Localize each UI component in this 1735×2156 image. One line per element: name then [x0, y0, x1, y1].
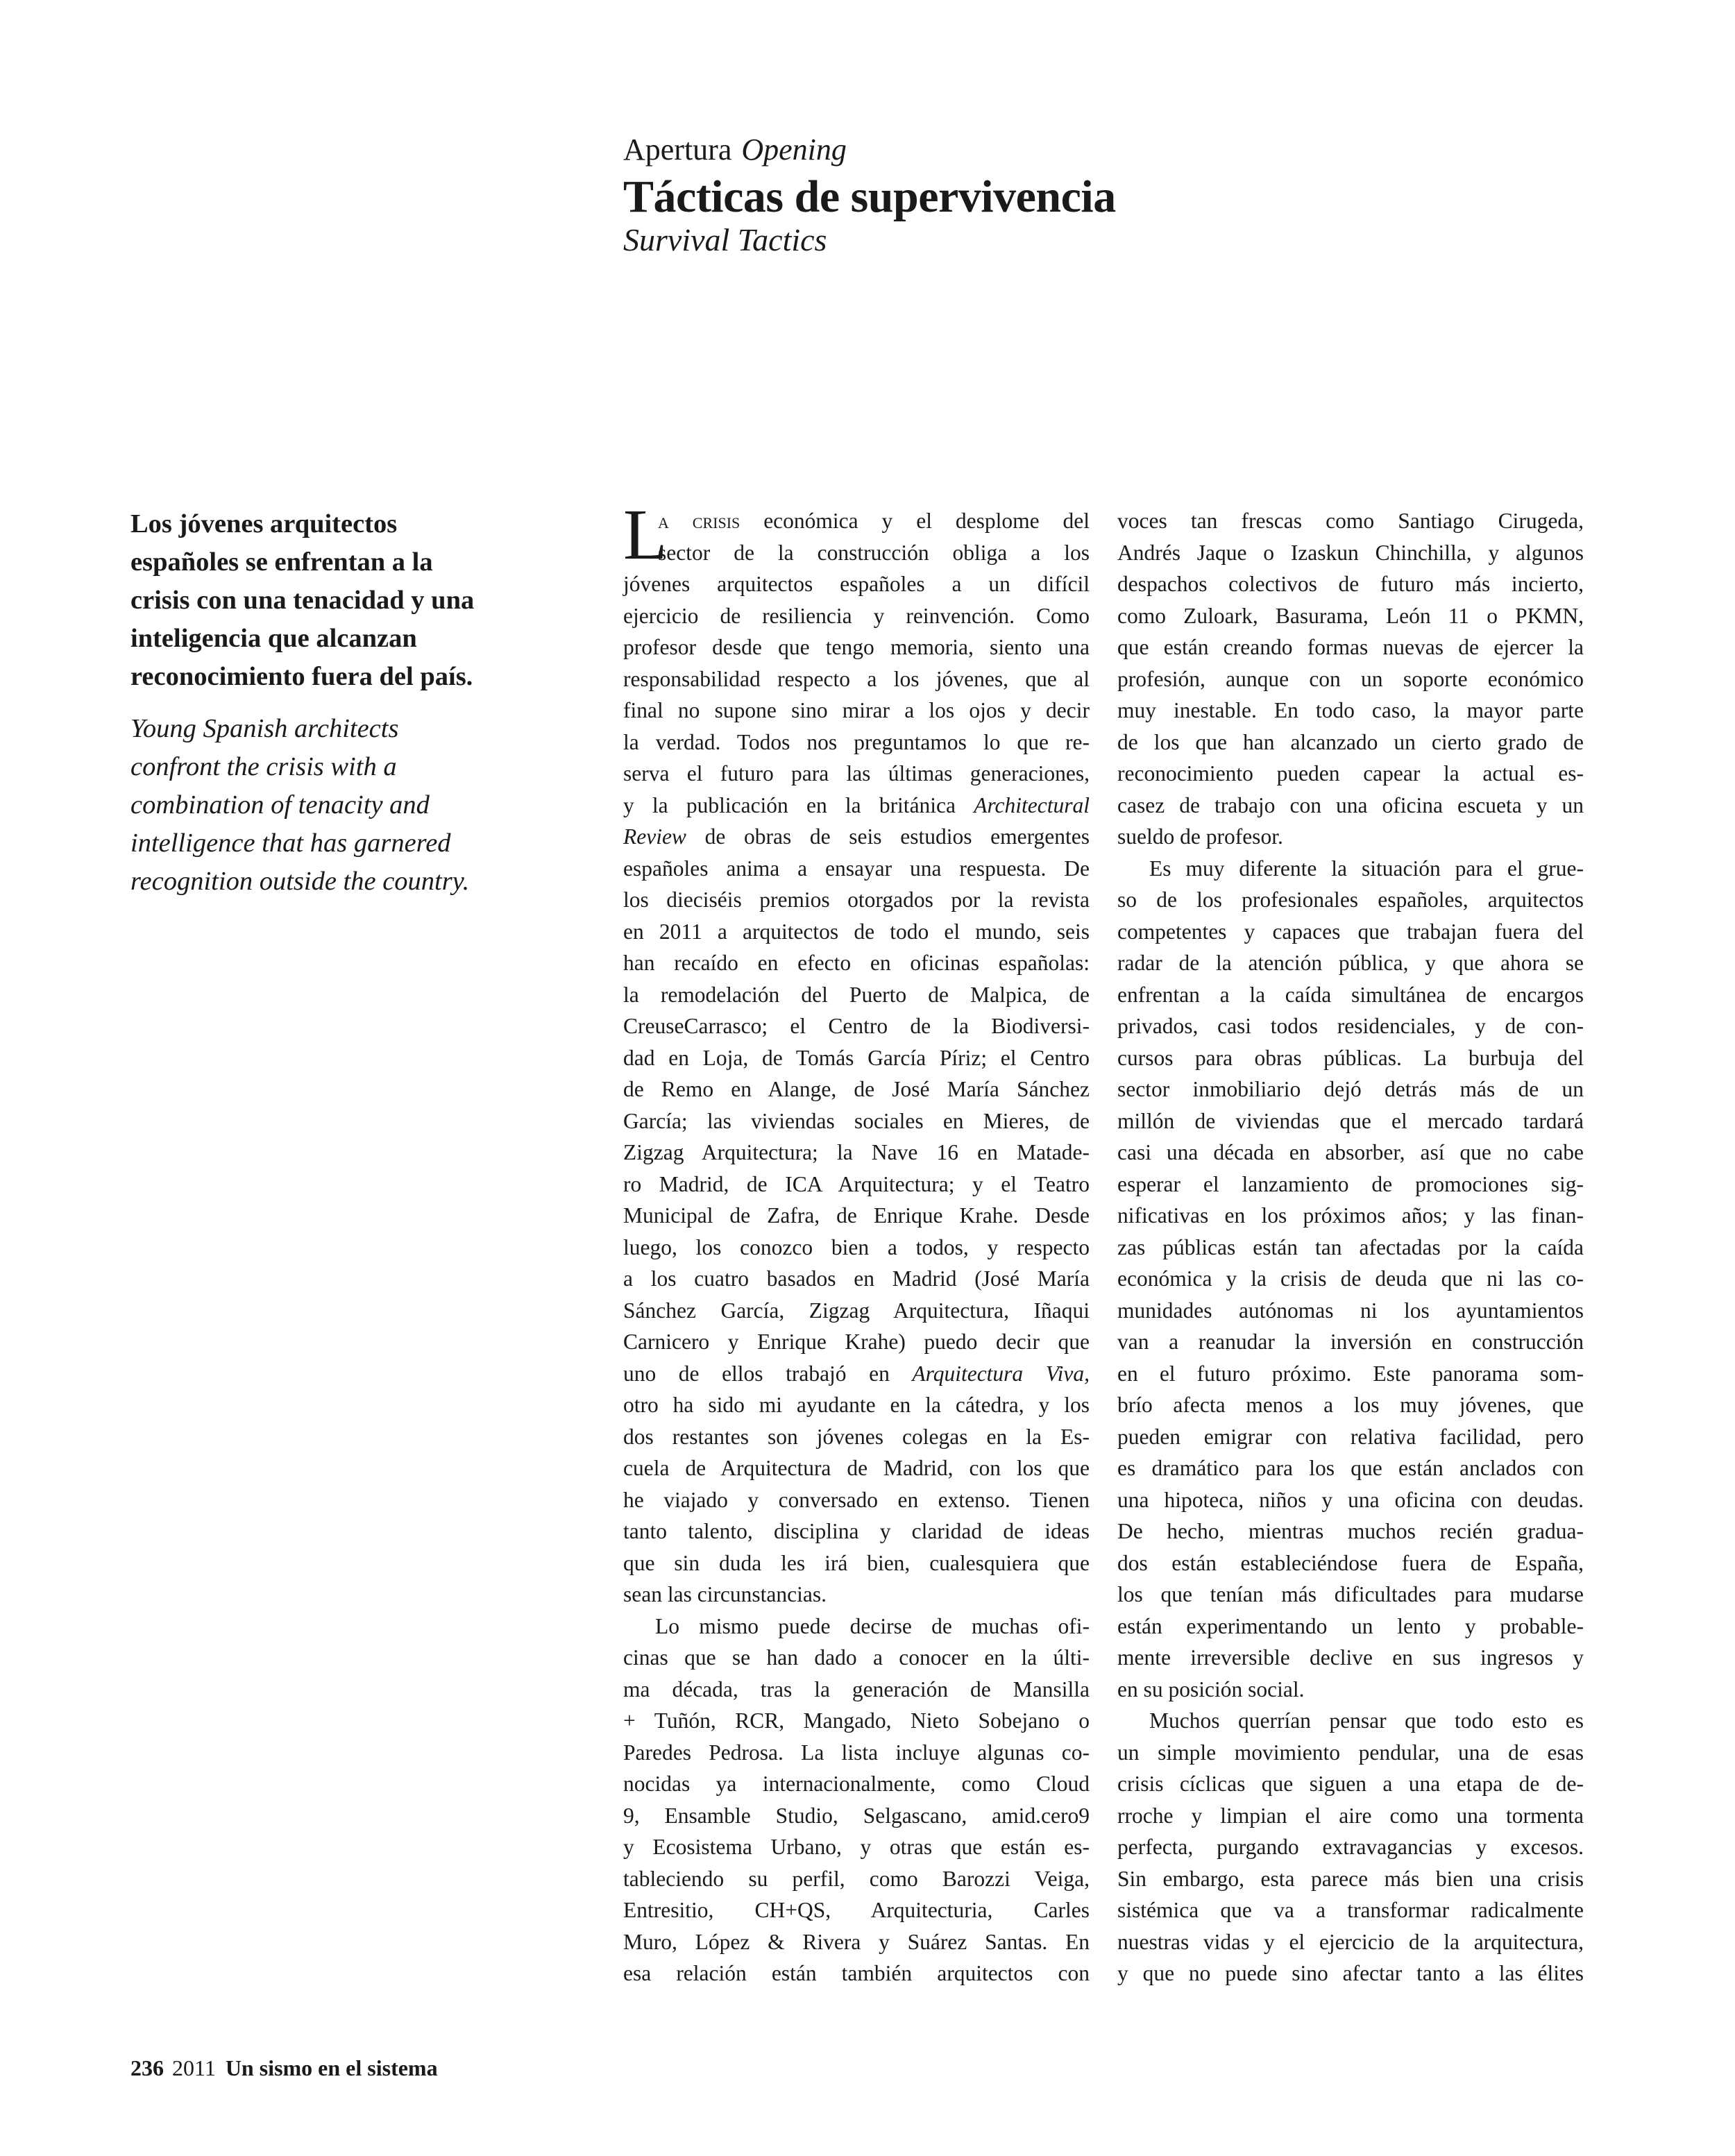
text-line: dad en Loja, de Tomás García Píriz; el Centro [623, 1045, 1090, 1070]
opening-paragraph [623, 495, 1090, 575]
text-line: profesión, aunque con un soporte económico [1117, 666, 1584, 691]
body-column-1 [623, 495, 1090, 1989]
article-header [623, 132, 1116, 258]
text-line: esa relación están también arquitectos con [623, 1961, 1090, 1985]
text-line: en 2011 a arquitectos de todo el mundo, seis [623, 919, 1090, 944]
text-line: Muro, López & Rivera y Suárez Santas. En [623, 1929, 1090, 1954]
text-line: tableciendo su perfil, como Barozzi Veiga, [623, 1866, 1090, 1891]
body-column-2 [1117, 505, 1584, 1989]
text-line: sector de la construcción obliga a los [658, 540, 1090, 565]
text-line: Carnicero y Enrique Krahe) puedo decir que [623, 1330, 1090, 1354]
text-line: competentes y capaces que trabajan fuera del [1117, 919, 1584, 944]
text-line: Sin embargo, esta parece más bien una crisis [1117, 1866, 1584, 1891]
text-line: jóvenes arquitectos españoles a un difícil [623, 572, 1090, 596]
text-line: + Tuñón, RCR, Mangado, Nieto Sobejano o [623, 1708, 1090, 1733]
text-line: en el futuro próximo. Este panorama som- [1117, 1361, 1584, 1386]
text-line: y Ecosistema Urbano, y otras que están es- [623, 1835, 1090, 1859]
text-line: rroche y limpian el aire como una tormenta [1117, 1803, 1584, 1828]
text-line: perfecta, purgando extravagancias y excesos. [1117, 1835, 1584, 1859]
text-line: Paredes Pedrosa. La lista incluye algunas co- [623, 1740, 1090, 1765]
text-line: cuela de Arquitectura de Madrid, con los que [623, 1456, 1090, 1480]
text-line: de los que han alcanzado un cierto grado de [1117, 729, 1584, 754]
text-line: luego, los conozco bien a todos, y respecto [623, 1234, 1090, 1259]
publication-title: Architectural [974, 792, 1090, 817]
text-line: Sánchez García, Zigzag Arquitectura, Iñaqui [623, 1298, 1090, 1323]
text-line: dos están estableciéndose fuera de España, [1117, 1550, 1584, 1575]
footer-section-title: Un sismo en el sistema [225, 2055, 438, 2080]
text-line: la remodelación del Puerto de Malpica, de [623, 982, 1090, 1007]
text-line: Es muy diferente la situación para el grue- [1149, 856, 1584, 881]
text-line: sean las circunstancias. [623, 1582, 827, 1606]
text-line: han recaído en efecto en oficinas españolas: [623, 951, 1090, 975]
page-footer [130, 2055, 438, 2081]
text-line: y que no puede sino afectar tanto a las élites [1117, 1961, 1584, 1985]
text-line: otro ha sido mi ayudante en la cátedra, y los [623, 1393, 1090, 1417]
text-line: ejercicio de resiliencia y reinvención. Como [623, 603, 1090, 628]
text-line: Municipal de Zafra, de Enrique Krahe. Desde [623, 1203, 1090, 1228]
publication-title: Review [623, 824, 686, 849]
text-line: De hecho, mientras muchos recién gradua- [1117, 1519, 1584, 1543]
text-line: so de los profesionales españoles, arquitectos [1117, 888, 1584, 912]
text-line: están experimentando un lento y probable- [1117, 1613, 1584, 1638]
text-line: Review de obras de seis estudios emergentes [623, 824, 1090, 849]
text-line: sueldo de profesor. [1117, 824, 1283, 849]
text-line: serva el futuro para las últimas generaciones, [623, 761, 1090, 786]
text-line: tanto talento, disciplina y claridad de ideas [623, 1519, 1090, 1543]
text-line: radar de la atención pública, y que ahora se [1117, 951, 1584, 975]
text-line: cursos para obras públicas. La burbuja del [1117, 1045, 1584, 1070]
text-line: un simple movimiento pendular, una de esas [1117, 1740, 1584, 1765]
text-line: despachos colectivos de futuro más incierto, [1117, 572, 1584, 596]
text-line: sistémica que va a transformar radicalmente [1117, 1898, 1584, 1922]
text-line: profesor desde que tengo memoria, siento una [623, 635, 1090, 659]
text-line: Andrés Jaque o Izaskun Chinchilla, y algunos [1117, 540, 1584, 565]
text-line: la verdad. Todos nos preguntamos lo que re- [623, 729, 1090, 754]
text-line: mente irreversible declive en sus ingresos y [1117, 1645, 1584, 1670]
text-line: muy inestable. En todo caso, la mayor parte [1117, 698, 1584, 722]
drop-cap: L [623, 495, 668, 575]
kicker-english: Opening [741, 133, 847, 167]
text-line: españoles anima a ensayar una respuesta. De [623, 856, 1090, 881]
text-line: ma década, tras la generación de Mansilla [623, 1677, 1090, 1701]
text-line: nuestras vidas y el ejercicio de la arquitectura, [1117, 1929, 1584, 1954]
text-line: Zigzag Arquitectura; la Nave 16 en Matade- [623, 1140, 1090, 1164]
article-title: Tácticas de supervivencia [623, 171, 1116, 222]
lead-english: Young Spanish architects confront the crisis with a combination of tenacity and intelligence that has garnered recognition outside the country. [130, 714, 470, 896]
text-line: final no supone sino mirar a los ojos y decir [623, 698, 1090, 722]
text-line: Lo mismo puede decirse de muchas ofi- [655, 1613, 1090, 1638]
text-line: van a reanudar la inversión en construcción [1117, 1330, 1584, 1354]
text-line: nificativas en los próximos años; y las finan- [1117, 1203, 1584, 1228]
text-line: crisis cíclicas que siguen a una etapa de de- [1117, 1772, 1584, 1796]
text-line: nocidas ya internacionalmente, como Cloud [623, 1772, 1090, 1796]
lead-spanish: Los jóvenes arquitectos españoles se enfrentan a la crisis con una tenacidad y una inteligencia que alcanzan reconocimiento fuera del país. [130, 509, 475, 691]
text-line: enfrentan a la caída simultánea de encargos [1117, 982, 1584, 1007]
text-line: casez de trabajo con una oficina escueta y un [1117, 792, 1584, 817]
small-caps-lead: a crisis [658, 509, 740, 533]
text-line: voces tan frescas como Santiago Cirugeda, [1117, 509, 1584, 533]
page-number: 236 [130, 2055, 164, 2080]
text-line: casi una década en absorber, así que no cabe [1117, 1140, 1584, 1164]
text-line: en su posición social. [1117, 1677, 1305, 1701]
text-line: privados, casi todos residenciales, y de con- [1117, 1014, 1584, 1038]
text-line: zas públicas están tan afectadas por la caída [1117, 1234, 1584, 1259]
text-line: pueden emigrar con relativa facilidad, pero [1117, 1424, 1584, 1449]
text-line: sector inmobiliario dejó detrás más de un [1117, 1077, 1584, 1101]
text-line: los que tenían más dificultades para mudarse [1117, 1582, 1584, 1606]
footer-year: 2011 [172, 2055, 216, 2080]
text-line: responsabilidad respecto a los jóvenes, que al [623, 666, 1090, 691]
kicker-spanish: Apertura [623, 133, 732, 167]
text-line: como Zuloark, Basurama, León 11 o PKMN, [1117, 603, 1584, 628]
text-line: ro Madrid, de ICA Arquitectura; y el Teatro [623, 1171, 1090, 1196]
text-line: de Remo en Alange, de José María Sánchez [623, 1077, 1090, 1101]
text-line: reconocimiento pueden capear la actual es- [1117, 761, 1584, 786]
text-line: los dieciséis premios otorgados por la revista [623, 888, 1090, 912]
text-line: he viajado y conversado en extenso. Tienen [623, 1487, 1090, 1512]
text-line: munidades autónomas ni los ayuntamientos [1117, 1298, 1584, 1323]
article-subtitle: Survival Tactics [623, 222, 827, 257]
text-line: brío afecta menos a los muy jóvenes, que [1117, 1393, 1584, 1417]
text-line: que están creando formas nuevas de ejercer la [1117, 635, 1584, 659]
text-line: una hipoteca, niños y una oficina con deudas. [1117, 1487, 1584, 1512]
lead-column [130, 505, 491, 901]
text-line: a los cuatro basados en Madrid (José María [623, 1266, 1090, 1291]
section-kicker [623, 132, 1116, 168]
text-line: económica y la crisis de deuda que ni las co- [1117, 1266, 1584, 1291]
text-line: uno de ellos trabajó en Arquitectura Viva, [623, 1361, 1090, 1386]
text-line: cinas que se han dado a conocer en la últi- [623, 1645, 1090, 1670]
publication-title: Arquitectura Viva, [912, 1361, 1090, 1386]
text-line: Entresitio, CH+QS, Arquitecturia, Carles [623, 1898, 1090, 1922]
text-line: Muchos querrían pensar que todo esto es [1149, 1708, 1584, 1733]
text-line: y la publicación en la británica Architectural [623, 792, 1090, 817]
text-line: CreuseCarrasco; el Centro de la Biodiversi- [623, 1014, 1090, 1038]
text-line: dos restantes son jóvenes colegas en la Es- [623, 1424, 1090, 1449]
text-line: es dramático para los que están anclados con [1117, 1456, 1584, 1480]
text-line: García; las viviendas sociales en Mieres, de [623, 1108, 1090, 1133]
text-line: esperar el lanzamiento de promociones sig- [1117, 1171, 1584, 1196]
text-line: que sin duda les irá bien, cualesquiera que [623, 1550, 1090, 1575]
text-line: millón de viviendas que el mercado tardará [1117, 1108, 1584, 1133]
text-line: a crisis económica y el desplome del [658, 509, 1090, 533]
text-line: 9, Ensamble Studio, Selgascano, amid.cero9 [623, 1803, 1090, 1828]
